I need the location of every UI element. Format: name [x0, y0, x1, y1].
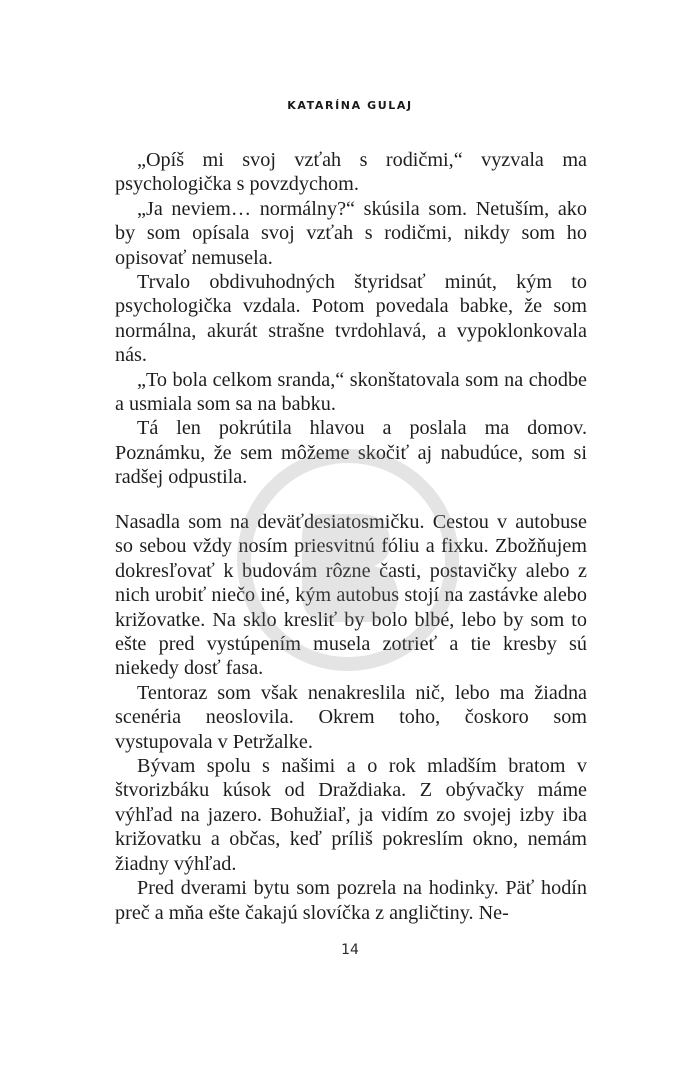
paragraph: „Opíš mi svoj vzťah s rodičmi,“ vyzvala ma psychologička s povzdychom. — [115, 149, 587, 196]
paragraph: Bývam spolu s našimi a o rok mladším bratom v štvorizbáku kúsok od Draždiaka. Z obývačky máme výhľad na jazero. Bohužiaľ, ja vidím zo svojej izby iba križovatku a občas, keď príliš pokreslím okno, nemám žiadny výhľad. — [115, 755, 587, 875]
paragraph: Tentoraz som však nenakreslila nič, lebo ma žiadna scenéria neoslovila. Okrem toho, čoskoro som vystupovala v Petržalke. — [115, 681, 587, 753]
text-block-1 — [115, 148, 587, 490]
paragraph: „Ja neviem… normálny?“ skúsila som. Netuším, ako by som opísala svoj vzťah s rodičmi, nikdy som ho opisovať nemusela. — [115, 197, 587, 269]
paragraph: Trvalo obdivuhodných štyridsať minút, kým to psychologička vzdala. Potom povedala babke, že som normálna, akurát strašne tvrdohlavá, a vypoklonkovala nás. — [115, 271, 587, 367]
page-number: 14 — [341, 942, 359, 958]
paragraph: Tá len pokrútila hlavou a poslala ma domov. Poznámku, že sem môžeme skočiť aj nabudúce, som si radšej odpustila. — [115, 417, 587, 489]
text-block-2 — [115, 510, 587, 925]
paragraph: Nasadla som na deväťdesiatosmičku. Cestou v autobuse so sebou vždy nosím priesvitnú fóliu a fixku. Zbožňujem dokresľovať k budovám rôzne časti, postavičky alebo z nich urobiť niečo iné, kým autobus stojí na zastávke alebo križovatke. Na sklo kresliť by bolo blbé, lebo by som to ešte pred vystúpením musela zotrieť a tie kresby sú niekedy dosť fasa. — [115, 511, 587, 680]
paragraph: „To bola celkom sranda,“ skonštatovala som na chodbe a usmiala som sa na babku. — [115, 368, 587, 416]
running-head-author: KATARÍNA GULAJ — [287, 99, 413, 112]
paragraph: Pred dverami bytu som pozrela na hodinky. Päť hodín preč a mňa ešte čakajú slovíčka z angličtiny. Ne- — [115, 877, 587, 924]
